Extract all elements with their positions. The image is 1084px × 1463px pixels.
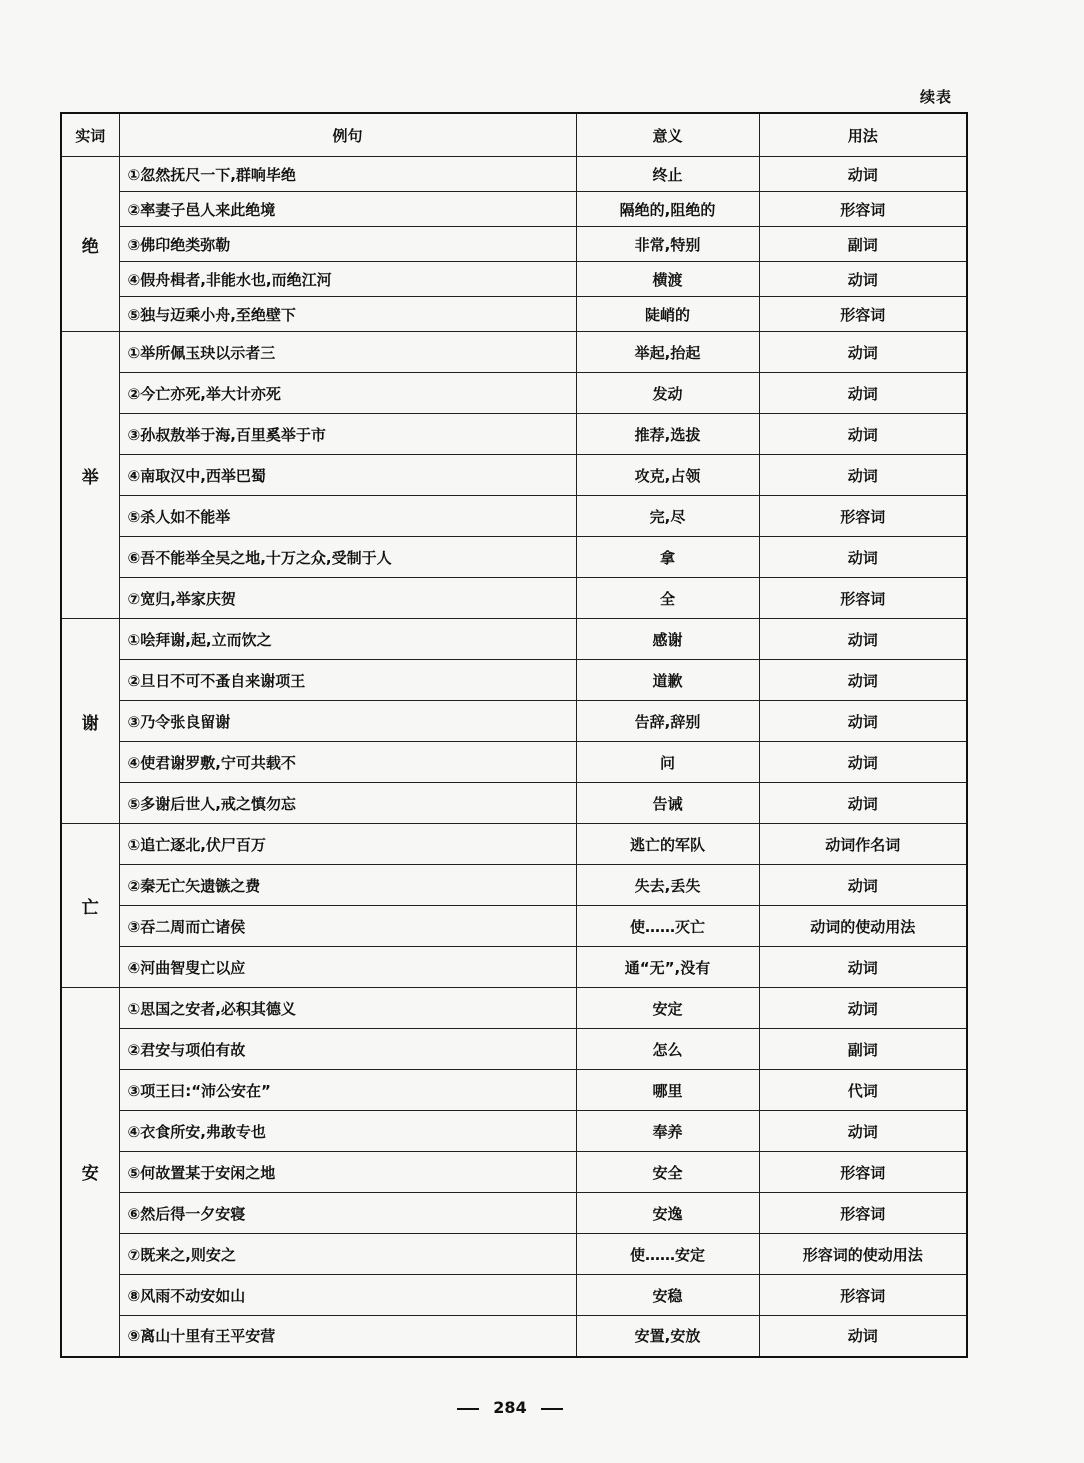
word-cell: 亡: [61, 824, 119, 988]
table-row: [61, 227, 967, 262]
usage-cell: 形容词: [759, 578, 967, 619]
meaning-cell: 道歉: [576, 660, 759, 701]
sentence-cell: ⑧风雨不动安如山: [119, 1275, 576, 1316]
meaning-cell: 陡峭的: [576, 297, 759, 332]
table-row: [61, 537, 967, 578]
meaning-cell: 攻克,占领: [576, 455, 759, 496]
page-number: [0, 1398, 1020, 1417]
usage-cell: 动词: [759, 332, 967, 373]
usage-cell: 动词: [759, 660, 967, 701]
word-cell: 谢: [61, 619, 119, 824]
table-row: [61, 414, 967, 455]
sentence-cell: ③项王曰:“沛公安在”: [119, 1070, 576, 1111]
continued-label: 续表: [920, 88, 953, 106]
sentence-cell: ④衣食所安,弗敢专也: [119, 1111, 576, 1152]
sentence-cell: ③孙叔敖举于海,百里奚举于市: [119, 414, 576, 455]
meaning-cell: 安定: [576, 988, 759, 1029]
table-row: [61, 1070, 967, 1111]
sentence-cell: ①哙拜谢,起,立而饮之: [119, 619, 576, 660]
sentence-cell: ⑤独与迈乘小舟,至绝壁下: [119, 297, 576, 332]
sentence-cell: ⑤杀人如不能举: [119, 496, 576, 537]
table-row: [61, 906, 967, 947]
usage-cell: 动词: [759, 157, 967, 192]
usage-cell: 动词: [759, 742, 967, 783]
meaning-cell: 怎么: [576, 1029, 759, 1070]
sentence-cell: ②率妻子邑人来此绝境: [119, 192, 576, 227]
sentence-cell: ②君安与项伯有故: [119, 1029, 576, 1070]
table-row: [61, 742, 967, 783]
table-row: [61, 1234, 967, 1275]
usage-cell: 动词: [759, 262, 967, 297]
word-cell: 举: [61, 332, 119, 619]
table-row: [61, 824, 967, 865]
meaning-cell: 全: [576, 578, 759, 619]
meaning-cell: 安置,安放: [576, 1316, 759, 1357]
usage-cell: 形容词: [759, 1193, 967, 1234]
sentence-cell: ⑦宽归,举家庆贺: [119, 578, 576, 619]
table-row: [61, 1193, 967, 1234]
table-row: [61, 1111, 967, 1152]
table-row: [61, 701, 967, 742]
column-header-sentence: 例句: [119, 113, 576, 157]
table-row: [61, 660, 967, 701]
table-row: [61, 297, 967, 332]
sentence-cell: ①举所佩玉玦以示者三: [119, 332, 576, 373]
usage-cell: 形容词: [759, 192, 967, 227]
sentence-cell: ④使君谢罗敷,宁可共载不: [119, 742, 576, 783]
sentence-cell: ⑥吾不能举全吴之地,十万之众,受制于人: [119, 537, 576, 578]
table-row: [61, 783, 967, 824]
table-body: [61, 157, 967, 1357]
column-header-usage: 用法: [759, 113, 967, 157]
sentence-cell: ①追亡逐北,伏尸百万: [119, 824, 576, 865]
sentence-cell: ①忽然抚尺一下,群响毕绝: [119, 157, 576, 192]
meaning-cell: 举起,抬起: [576, 332, 759, 373]
meaning-cell: 横渡: [576, 262, 759, 297]
meaning-cell: 安稳: [576, 1275, 759, 1316]
table-row: [61, 1029, 967, 1070]
meaning-cell: 逃亡的军队: [576, 824, 759, 865]
meaning-cell: 告诫: [576, 783, 759, 824]
sentence-cell: ⑤何故置某于安闲之地: [119, 1152, 576, 1193]
usage-cell: 动词: [759, 414, 967, 455]
page-number-value: 284: [493, 1398, 527, 1417]
meaning-cell: 完,尽: [576, 496, 759, 537]
sentence-cell: ①思国之安者,必积其德义: [119, 988, 576, 1029]
table-row: [61, 157, 967, 192]
table-row: [61, 619, 967, 660]
usage-cell: 动词: [759, 455, 967, 496]
table-row: [61, 332, 967, 373]
vocabulary-table: [60, 112, 968, 1358]
sentence-cell: ④南取汉中,西举巴蜀: [119, 455, 576, 496]
usage-cell: 形容词: [759, 1152, 967, 1193]
table-row: [61, 262, 967, 297]
dash-right: [541, 1408, 563, 1410]
sentence-cell: ⑦既来之,则安之: [119, 1234, 576, 1275]
meaning-cell: 哪里: [576, 1070, 759, 1111]
meaning-cell: 安逸: [576, 1193, 759, 1234]
sentence-cell: ④假舟楫者,非能水也,而绝江河: [119, 262, 576, 297]
table-row: [61, 192, 967, 227]
meaning-cell: 非常,特别: [576, 227, 759, 262]
meaning-cell: 问: [576, 742, 759, 783]
meaning-cell: 通“无”,没有: [576, 947, 759, 988]
meaning-cell: 拿: [576, 537, 759, 578]
meaning-cell: 告辞,辞别: [576, 701, 759, 742]
meaning-cell: 失去,丢失: [576, 865, 759, 906]
meaning-cell: 发动: [576, 373, 759, 414]
usage-cell: 动词: [759, 783, 967, 824]
usage-cell: 动词: [759, 373, 967, 414]
sentence-cell: ②今亡亦死,举大计亦死: [119, 373, 576, 414]
usage-cell: 动词: [759, 865, 967, 906]
usage-cell: 副词: [759, 227, 967, 262]
column-header-word: 实词: [61, 113, 119, 157]
table-row: [61, 1275, 967, 1316]
usage-cell: 动词: [759, 988, 967, 1029]
usage-cell: 动词: [759, 701, 967, 742]
usage-cell: 形容词: [759, 1275, 967, 1316]
table-row: [61, 988, 967, 1029]
sentence-cell: ⑨离山十里有王平安营: [119, 1316, 576, 1357]
meaning-cell: 感谢: [576, 619, 759, 660]
table-row: [61, 865, 967, 906]
usage-cell: 动词: [759, 537, 967, 578]
usage-cell: 动词: [759, 947, 967, 988]
usage-cell: 形容词的使动用法: [759, 1234, 967, 1275]
table-row: [61, 455, 967, 496]
meaning-cell: 奉养: [576, 1111, 759, 1152]
word-cell: 安: [61, 988, 119, 1357]
dash-left: [457, 1408, 479, 1410]
table-row: [61, 1316, 967, 1357]
usage-cell: 形容词: [759, 297, 967, 332]
meaning-cell: 安全: [576, 1152, 759, 1193]
sentence-cell: ⑥然后得一夕安寝: [119, 1193, 576, 1234]
column-header-meaning: 意义: [576, 113, 759, 157]
meaning-cell: 使……安定: [576, 1234, 759, 1275]
table-row: [61, 1152, 967, 1193]
sentence-cell: ②秦无亡矢遗镞之费: [119, 865, 576, 906]
sentence-cell: ③佛印绝类弥勒: [119, 227, 576, 262]
table-row: [61, 496, 967, 537]
sentence-cell: ④河曲智叟亡以应: [119, 947, 576, 988]
sentence-cell: ②旦日不可不蚤自来谢项王: [119, 660, 576, 701]
usage-cell: 动词: [759, 1111, 967, 1152]
meaning-cell: 推荐,选拔: [576, 414, 759, 455]
table-row: [61, 947, 967, 988]
table-row: [61, 373, 967, 414]
table-header-row: [61, 113, 967, 157]
sentence-cell: ⑤多谢后世人,戒之慎勿忘: [119, 783, 576, 824]
usage-cell: 形容词: [759, 496, 967, 537]
table-row: [61, 578, 967, 619]
meaning-cell: 终止: [576, 157, 759, 192]
sentence-cell: ③吞二周而亡诸侯: [119, 906, 576, 947]
sentence-cell: ③乃令张良留谢: [119, 701, 576, 742]
word-cell: 绝: [61, 157, 119, 332]
usage-cell: 副词: [759, 1029, 967, 1070]
usage-cell: 代词: [759, 1070, 967, 1111]
meaning-cell: 隔绝的,阻绝的: [576, 192, 759, 227]
usage-cell: 动词作名词: [759, 824, 967, 865]
usage-cell: 动词: [759, 1316, 967, 1357]
usage-cell: 动词的使动用法: [759, 906, 967, 947]
meaning-cell: 使……灭亡: [576, 906, 759, 947]
usage-cell: 动词: [759, 619, 967, 660]
